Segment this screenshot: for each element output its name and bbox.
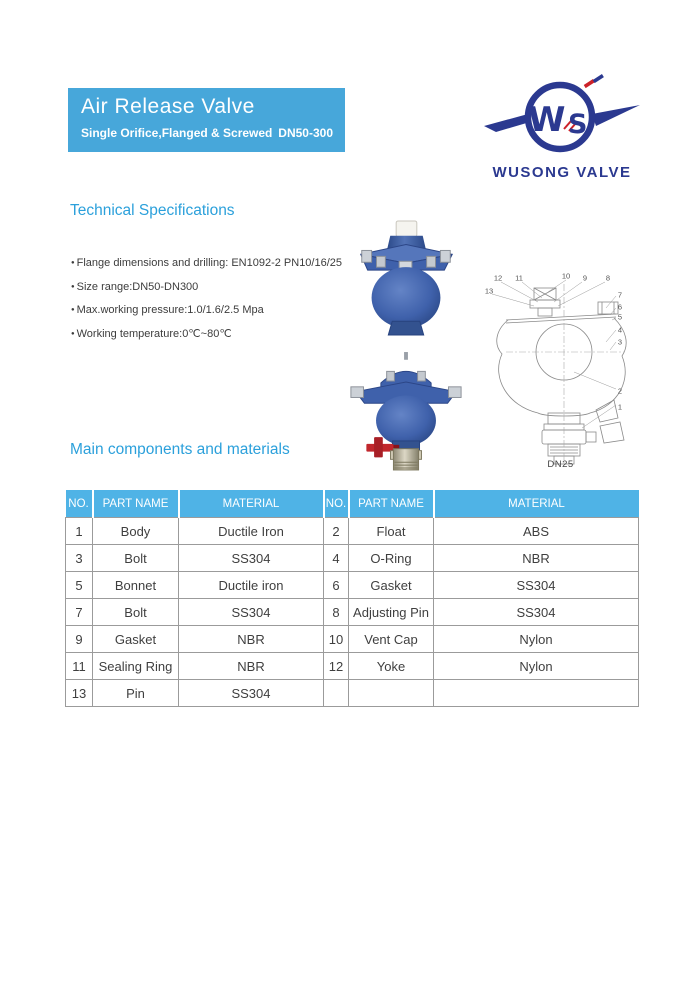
drawing-callout: 6: [617, 302, 623, 312]
drawing-callout: 3: [617, 337, 623, 347]
table-cell: 3: [66, 545, 93, 572]
table-header-cell: NO.: [66, 490, 93, 518]
section-heading-technical-specifications: Technical Specifications: [70, 202, 235, 219]
table-cell: Ductile iron: [179, 572, 324, 599]
product-title: Air Release Valve: [81, 95, 255, 118]
table-cell: SS304: [179, 599, 324, 626]
table-cell: 13: [66, 680, 93, 707]
table-cell: Ductile Iron: [179, 518, 324, 545]
table-cell: Nylon: [434, 653, 639, 680]
product-size-range: DN50-300: [278, 126, 333, 140]
table-header-cell: PART NAME: [93, 490, 179, 518]
table-row: [66, 680, 639, 707]
table-cell: Sealing Ring: [93, 653, 179, 680]
table-cell: [324, 680, 349, 707]
drawing-callout: 10: [561, 271, 571, 281]
table-cell: 12: [324, 653, 349, 680]
table-cell: 8: [324, 599, 349, 626]
table-cell: SS304: [179, 680, 324, 707]
table-cell: SS304: [434, 572, 639, 599]
table-cell: Body: [93, 518, 179, 545]
drawing-callout: 9: [582, 273, 588, 283]
components-table: [65, 490, 639, 707]
table-row: [66, 572, 639, 599]
spec-item: ● Size range:DN50-DN300: [71, 276, 342, 300]
table-row: [66, 653, 639, 680]
table-header-cell: NO.: [324, 490, 349, 518]
table-row: [66, 545, 639, 572]
drawing-caption: DN25: [547, 459, 574, 470]
drawing-callout: 4: [617, 325, 623, 335]
table-cell: Bolt: [93, 599, 179, 626]
table-row: [66, 599, 639, 626]
drawing-callout: 12: [493, 273, 503, 283]
table-cell: Bonnet: [93, 572, 179, 599]
spec-item: ● Working temperature:0℃~80℃: [71, 323, 342, 347]
table-cell: 6: [324, 572, 349, 599]
table-cell: [434, 680, 639, 707]
table-cell: Adjusting Pin: [349, 599, 434, 626]
table-cell: Vent Cap: [349, 626, 434, 653]
table-cell: Gasket: [93, 626, 179, 653]
table-row: [66, 626, 639, 653]
valve-photo-flanged: [347, 217, 465, 342]
table-cell: Gasket: [349, 572, 434, 599]
table-cell: NBR: [179, 626, 324, 653]
drawing-callout: 1: [617, 402, 623, 412]
table-cell: 7: [66, 599, 93, 626]
table-cell: Yoke: [349, 653, 434, 680]
table-cell: O-Ring: [349, 545, 434, 572]
drawing-callout: 2: [617, 386, 623, 396]
technical-drawing: [478, 258, 643, 470]
table-cell: 9: [66, 626, 93, 653]
spec-item: ● Flange dimensions and drilling: EN1092-2 PN10/16/25: [71, 252, 342, 276]
brand-name: WUSONG VALVE: [492, 164, 632, 181]
table-header-cell: MATERIAL: [434, 490, 639, 518]
drawing-callout: 8: [605, 273, 611, 283]
table-header-cell: PART NAME: [349, 490, 434, 518]
table-cell: 11: [66, 653, 93, 680]
section-heading-main-components: Main components and materials: [70, 441, 290, 458]
valve-photo-screwed: [348, 350, 464, 477]
table-cell: Nylon: [434, 626, 639, 653]
table-cell: Pin: [93, 680, 179, 707]
product-subtitle: Single Orifice,Flanged & Screwed: [81, 126, 273, 140]
product-header-box: [68, 88, 345, 152]
spec-list: [71, 252, 342, 346]
drawing-callout: 7: [617, 290, 623, 300]
spec-item: ● Max.working pressure:1.0/1.6/2.5 Mpa: [71, 299, 342, 323]
table-cell: ABS: [434, 518, 639, 545]
table-header-row: [66, 490, 639, 518]
drawing-callout: 13: [484, 286, 494, 296]
table-cell: 1: [66, 518, 93, 545]
table-row: [66, 518, 639, 545]
table-cell: 2: [324, 518, 349, 545]
table-cell: Bolt: [93, 545, 179, 572]
company-logo: [480, 74, 644, 181]
table-cell: [349, 680, 434, 707]
table-cell: Float: [349, 518, 434, 545]
table-cell: NBR: [434, 545, 639, 572]
drawing-callout: 5: [617, 312, 623, 322]
table-cell: 4: [324, 545, 349, 572]
table-cell: SS304: [179, 545, 324, 572]
table-cell: NBR: [179, 653, 324, 680]
table-cell: 5: [66, 572, 93, 599]
table-body: [66, 518, 639, 707]
logo-letter-w: W: [528, 100, 566, 140]
logo-letter-s: S: [568, 109, 588, 140]
table-cell: 10: [324, 626, 349, 653]
table-header-cell: MATERIAL: [179, 490, 324, 518]
table-cell: SS304: [434, 599, 639, 626]
logo-emblem-icon: [480, 74, 644, 158]
drawing-callout: 11: [515, 273, 523, 283]
